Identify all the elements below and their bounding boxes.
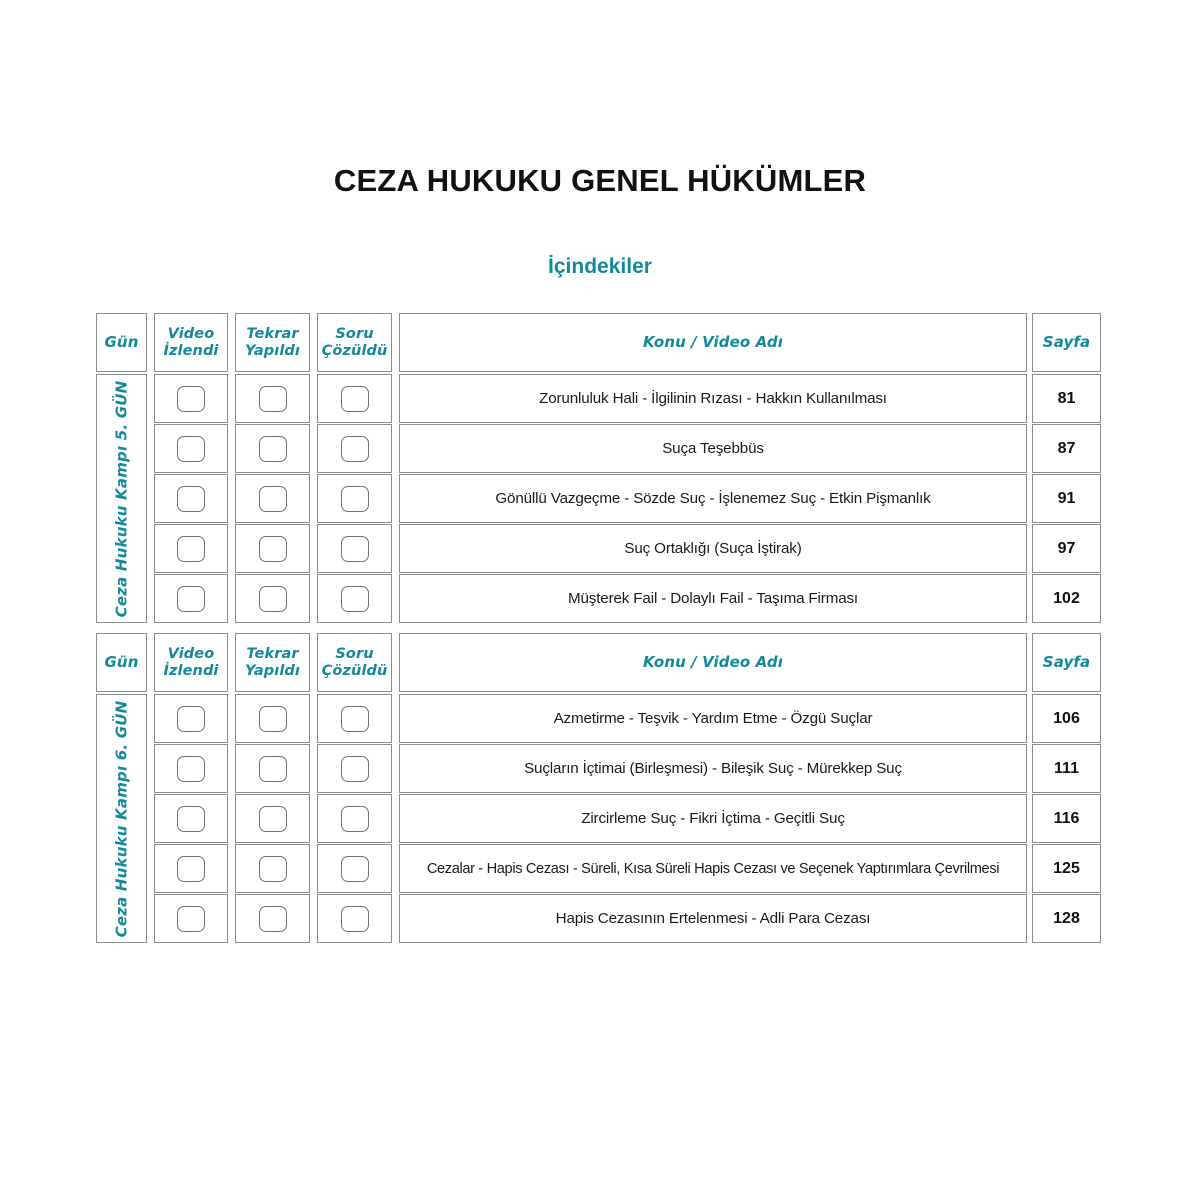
column-header-sayfa: Sayfa <box>1032 633 1101 692</box>
questions-solved-checkbox[interactable] <box>341 756 369 782</box>
repeat-done-cell[interactable] <box>235 374 310 423</box>
questions-solved-cell[interactable] <box>317 474 392 523</box>
video-watched-checkbox[interactable] <box>177 386 205 412</box>
column-header-gun: Gün <box>96 313 147 372</box>
questions-solved-cell[interactable] <box>317 524 392 573</box>
table-row <box>96 894 1101 943</box>
repeat-done-checkbox[interactable] <box>259 906 287 932</box>
table-row <box>96 794 1101 843</box>
column-header-tekrar-yapildi <box>235 313 310 372</box>
topic-cell <box>399 894 1027 943</box>
repeat-done-cell[interactable] <box>235 744 310 793</box>
questions-solved-checkbox[interactable] <box>341 386 369 412</box>
questions-solved-cell[interactable] <box>317 574 392 623</box>
page-number-cell <box>1032 694 1101 743</box>
repeat-done-checkbox[interactable] <box>259 806 287 832</box>
questions-solved-cell[interactable] <box>317 424 392 473</box>
questions-solved-cell[interactable] <box>317 744 392 793</box>
video-watched-checkbox[interactable] <box>177 906 205 932</box>
topic-cell <box>399 424 1027 473</box>
questions-solved-checkbox[interactable] <box>341 586 369 612</box>
questions-solved-cell[interactable] <box>317 374 392 423</box>
page-number: 111 <box>1054 759 1079 777</box>
table-row <box>96 574 1101 623</box>
column-header-tekrar-line2: Yapıldı <box>245 342 300 359</box>
repeat-done-cell[interactable] <box>235 894 310 943</box>
page-number: 81 <box>1057 389 1076 407</box>
questions-solved-checkbox[interactable] <box>341 706 369 732</box>
repeat-done-cell[interactable] <box>235 794 310 843</box>
table-row <box>96 524 1101 573</box>
page-number: 91 <box>1057 489 1076 507</box>
column-header-video-line1: Video <box>167 646 215 663</box>
page-number: 106 <box>1053 709 1080 727</box>
page-number: 125 <box>1053 859 1080 877</box>
questions-solved-checkbox[interactable] <box>341 436 369 462</box>
table-row <box>96 694 1101 743</box>
column-header-soru-line1: Soru <box>335 646 374 663</box>
column-header-video-line1: Video <box>167 326 215 343</box>
column-header-video-line2: İzlendi <box>163 342 219 359</box>
column-header-soru-cozuldu <box>317 633 392 692</box>
repeat-done-checkbox[interactable] <box>259 536 287 562</box>
topic-text: Cezalar - Hapis Cezası - Süreli, Kısa Süreli Hapis Cezası ve Seçenek Yaptırımlara Çevrilmesi <box>426 860 1000 877</box>
questions-solved-checkbox[interactable] <box>341 486 369 512</box>
topic-text: Müşterek Fail - Dolaylı Fail - Taşıma Firması <box>567 590 859 607</box>
topic-text: Azmetirme - Teşvik - Yardım Etme - Özgü Suçlar <box>553 710 873 727</box>
column-header-soru-line2: Çözüldü <box>321 662 388 679</box>
page-number-cell <box>1032 474 1101 523</box>
column-header-gun: Gün <box>96 633 147 692</box>
topic-text: Gönüllü Vazgeçme - Sözde Suç - İşlenemez Suç - Etkin Pişmanlık <box>495 490 931 507</box>
column-header-video-izlendi <box>154 313 228 372</box>
repeat-done-checkbox[interactable] <box>259 486 287 512</box>
topic-cell <box>399 574 1027 623</box>
video-watched-checkbox[interactable] <box>177 856 205 882</box>
video-watched-cell[interactable] <box>154 794 228 843</box>
repeat-done-cell[interactable] <box>235 474 310 523</box>
topic-text: Suçların İçtimai (Birleşmesi) - Bileşik Suç - Mürekkep Suç <box>524 760 902 777</box>
repeat-done-checkbox[interactable] <box>259 436 287 462</box>
toc-table-day-5 <box>96 313 1101 624</box>
topic-cell <box>399 374 1027 423</box>
repeat-done-checkbox[interactable] <box>259 386 287 412</box>
table-row <box>96 844 1101 893</box>
video-watched-cell[interactable] <box>154 524 228 573</box>
page-number-cell <box>1032 524 1101 573</box>
video-watched-checkbox[interactable] <box>177 806 205 832</box>
toc-table-day-6 <box>96 633 1101 944</box>
table-row <box>96 744 1101 793</box>
questions-solved-cell[interactable] <box>317 694 392 743</box>
column-header-sayfa: Sayfa <box>1032 313 1101 372</box>
repeat-done-cell[interactable] <box>235 574 310 623</box>
video-watched-checkbox[interactable] <box>177 436 205 462</box>
video-watched-cell[interactable] <box>154 844 228 893</box>
repeat-done-checkbox[interactable] <box>259 756 287 782</box>
video-watched-cell[interactable] <box>154 474 228 523</box>
page-number-cell <box>1032 844 1101 893</box>
day-group-label: Ceza Hukuku Kampı 6. GÜN <box>112 700 131 937</box>
column-header-konu-video-adi: Konu / Video Adı <box>399 313 1027 372</box>
repeat-done-checkbox[interactable] <box>259 586 287 612</box>
video-watched-cell[interactable] <box>154 744 228 793</box>
topic-text: Hapis Cezasının Ertelenmesi - Adli Para Cezası <box>555 910 871 927</box>
column-header-video-line2: İzlendi <box>163 662 219 679</box>
topic-text: Suça Teşebbüs <box>662 440 764 457</box>
topic-cell <box>399 744 1027 793</box>
video-watched-checkbox[interactable] <box>177 706 205 732</box>
video-watched-checkbox[interactable] <box>177 486 205 512</box>
video-watched-checkbox[interactable] <box>177 536 205 562</box>
page-number: 97 <box>1057 539 1076 557</box>
table-of-contents-heading: İçindekiler <box>548 255 652 278</box>
repeat-done-cell[interactable] <box>235 424 310 473</box>
page-number: 102 <box>1053 589 1080 607</box>
page-number: 128 <box>1053 909 1080 927</box>
page-number-cell <box>1032 744 1101 793</box>
column-header-video-izlendi <box>154 633 228 692</box>
topic-text: Zircirleme Suç - Fikri İçtima - Geçitli Suç <box>581 810 845 827</box>
video-watched-cell[interactable] <box>154 374 228 423</box>
page-number-cell <box>1032 374 1101 423</box>
repeat-done-cell[interactable] <box>235 694 310 743</box>
column-header-tekrar-line2: Yapıldı <box>245 662 300 679</box>
questions-solved-checkbox[interactable] <box>341 806 369 832</box>
page-number-cell <box>1032 424 1101 473</box>
topic-text: Zorunluluk Hali - İlgilinin Rızası - Hakkın Kullanılması <box>539 390 887 407</box>
topic-cell <box>399 694 1027 743</box>
questions-solved-cell[interactable] <box>317 844 392 893</box>
page-number-cell <box>1032 894 1101 943</box>
questions-solved-checkbox[interactable] <box>341 906 369 932</box>
page-number-cell <box>1032 794 1101 843</box>
column-header-soru-line1: Soru <box>335 326 374 343</box>
video-watched-cell[interactable] <box>154 424 228 473</box>
repeat-done-checkbox[interactable] <box>259 706 287 732</box>
table-row <box>96 374 1101 423</box>
column-header-tekrar-line1: Tekrar <box>246 646 299 663</box>
video-watched-checkbox[interactable] <box>177 586 205 612</box>
video-watched-cell[interactable] <box>154 694 228 743</box>
video-watched-cell[interactable] <box>154 894 228 943</box>
column-header-tekrar-yapildi <box>235 633 310 692</box>
topic-cell <box>399 524 1027 573</box>
column-header-soru-line2: Çözüldü <box>321 342 388 359</box>
video-watched-cell[interactable] <box>154 574 228 623</box>
repeat-done-checkbox[interactable] <box>259 856 287 882</box>
page-number: 116 <box>1053 809 1080 827</box>
column-header-konu-video-adi: Konu / Video Adı <box>399 633 1027 692</box>
table-header-row <box>96 313 1101 372</box>
questions-solved-checkbox[interactable] <box>341 856 369 882</box>
topic-cell <box>399 844 1027 893</box>
page-number: 87 <box>1057 439 1076 457</box>
questions-solved-cell[interactable] <box>317 894 392 943</box>
questions-solved-cell[interactable] <box>317 794 392 843</box>
topic-cell <box>399 474 1027 523</box>
table-row <box>96 424 1101 473</box>
table-row <box>96 474 1101 523</box>
day-group-label: Ceza Hukuku Kampı 5. GÜN <box>112 380 131 617</box>
page-title: CEZA HUKUKU GENEL HÜKÜMLER <box>333 163 867 198</box>
page-number-cell <box>1032 574 1101 623</box>
table-header-row <box>96 633 1101 692</box>
column-header-soru-cozuldu <box>317 313 392 372</box>
topic-text: Suç Ortaklığı (Suça İştirak) <box>624 540 802 557</box>
video-watched-checkbox[interactable] <box>177 756 205 782</box>
repeat-done-cell[interactable] <box>235 844 310 893</box>
questions-solved-checkbox[interactable] <box>341 536 369 562</box>
repeat-done-cell[interactable] <box>235 524 310 573</box>
topic-cell <box>399 794 1027 843</box>
column-header-tekrar-line1: Tekrar <box>246 326 299 343</box>
